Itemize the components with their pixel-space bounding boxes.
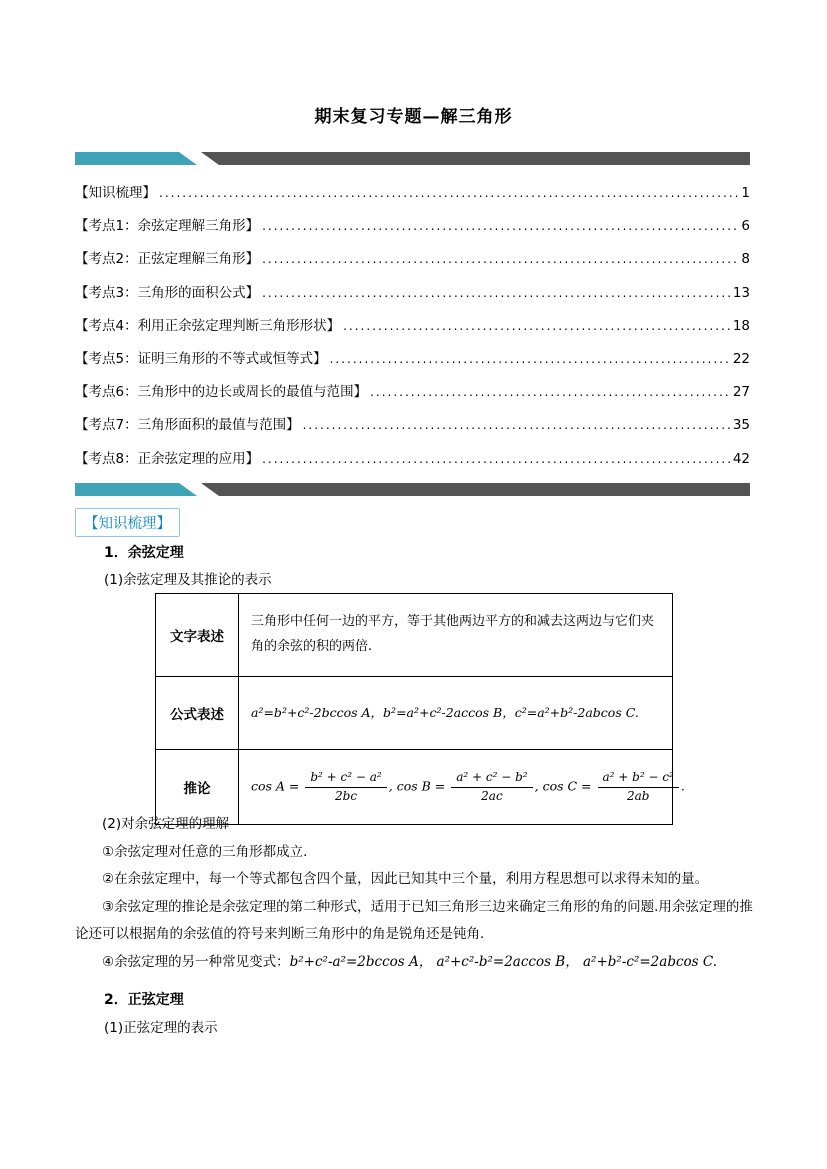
toc-page-number: 6 bbox=[741, 218, 750, 235]
toc-page-number: 42 bbox=[732, 450, 750, 467]
toc-dot-leader bbox=[330, 352, 730, 366]
understanding-heading: (2)对余弦定理的理解 bbox=[102, 816, 230, 832]
toc-entry[interactable] bbox=[75, 214, 750, 247]
toc-entry-label: 【考点6：三角形中的边长或周长的最值与范围】 bbox=[75, 384, 368, 401]
fraction bbox=[305, 770, 386, 804]
toc-page-number: 18 bbox=[732, 317, 750, 334]
subsection-cosine-rule-heading: 1．余弦定理 bbox=[104, 545, 184, 561]
table-row bbox=[156, 594, 673, 677]
toc-dot-leader bbox=[370, 385, 730, 399]
toc-dot-leader bbox=[303, 418, 730, 432]
table-of-contents bbox=[75, 181, 750, 480]
understanding-point-4 bbox=[75, 949, 754, 977]
toc-entry-label: 【考点8：正余弦定理的应用】 bbox=[75, 450, 260, 467]
toc-entry[interactable] bbox=[75, 314, 750, 347]
corollary-prefix: cos B = bbox=[396, 778, 446, 794]
toc-page-number: 27 bbox=[732, 384, 750, 401]
table-header-text-statement: 文字表述 bbox=[156, 594, 239, 677]
toc-entry[interactable] bbox=[75, 380, 750, 413]
toc-dot-leader bbox=[262, 219, 738, 233]
fraction-denominator: 2bc bbox=[335, 788, 358, 803]
table-cell-formula-statement: a²=b²+c²-2bccos A，b²=a²+c²-2accos B，c²=a²+b²-2abcos C. bbox=[239, 677, 673, 750]
toc-entry[interactable] bbox=[75, 181, 750, 214]
toc-entry-label: 【考点4：利用正余弦定理判断三角形形状】 bbox=[75, 317, 341, 334]
fraction-denominator: 2ab bbox=[626, 788, 650, 803]
toc-dot-leader bbox=[262, 286, 730, 300]
toc-page-number: 1 bbox=[741, 185, 750, 201]
separator: , bbox=[388, 778, 393, 794]
toc-entry[interactable] bbox=[75, 247, 750, 280]
toc-entry-label: 【考点7：三角形面积的最值与范围】 bbox=[75, 417, 300, 434]
teal-accent-shape bbox=[75, 152, 197, 165]
toc-dot-leader bbox=[262, 252, 738, 266]
teal-accent-shape bbox=[75, 483, 197, 496]
fraction-numerator: a² + b² − c² bbox=[598, 770, 679, 788]
understanding-point-2: ②在余弦定理中，每一个等式都包含四个量，因此已知其中三个量，利用方程思想可以求得未知的量。 bbox=[102, 871, 709, 887]
fraction-denominator: 2ac bbox=[481, 788, 503, 803]
table-header-corollary: 推论 bbox=[156, 750, 239, 825]
fraction bbox=[598, 770, 679, 804]
page-title: 期末复习专题—解三角形 bbox=[314, 107, 513, 127]
toc-entry[interactable] bbox=[75, 447, 750, 480]
toc-entry-label: 【考点3：三角形的面积公式】 bbox=[75, 284, 260, 301]
toc-dot-leader bbox=[159, 186, 738, 200]
toc-entry[interactable] bbox=[75, 413, 750, 446]
toc-entry[interactable] bbox=[75, 281, 750, 314]
toc-page-number: 22 bbox=[732, 350, 750, 367]
toc-entry[interactable] bbox=[75, 347, 750, 380]
toc-dot-leader bbox=[262, 452, 730, 466]
fraction-numerator: a² + c² − b² bbox=[451, 770, 532, 788]
toc-entry-label: 【考点5：证明三角形的不等式或恒等式】 bbox=[75, 350, 327, 367]
table-row bbox=[156, 677, 673, 750]
toc-page-number: 8 bbox=[741, 251, 750, 268]
point-4-formula: b²+c²-a²=2bccos A， a²+c²-b²=2accos B， a²+b²-c²=2abcos C. bbox=[289, 953, 718, 970]
understanding-point-1: ①余弦定理对任意的三角形都成立. bbox=[102, 843, 308, 860]
understanding-section bbox=[75, 811, 754, 976]
toc-entry-label: 【考点2：正弦定理解三角形】 bbox=[75, 251, 260, 268]
fraction bbox=[451, 770, 532, 804]
sine-representation-label: (1)正弦定理的表示 bbox=[104, 1020, 218, 1036]
corollary-prefix: cos C = bbox=[542, 778, 592, 794]
table-header-formula-statement: 公式表述 bbox=[156, 677, 239, 750]
toc-entry-label: 【考点1：余弦定理解三角形】 bbox=[75, 218, 260, 235]
understanding-point-3: ③余弦定理的推论是余弦定理的第二种形式，适用于已知三角形三边来确定三角形的角的问题.用余弦定理的推论还可以根据角的余弦值的符号来判断三角形中的角是锐角还是钝角. bbox=[75, 898, 753, 942]
toc-entry-label: 【知识梳理】 bbox=[75, 185, 156, 201]
toc-page-number: 35 bbox=[732, 417, 750, 434]
decorative-divider-top bbox=[75, 152, 750, 165]
separator: , bbox=[534, 778, 539, 794]
toc-page-number: 13 bbox=[732, 284, 750, 301]
section-heading-knowledge: 【知识梳理】 bbox=[75, 508, 180, 537]
decorative-divider-bottom bbox=[75, 483, 750, 496]
gray-bar-shape bbox=[201, 152, 750, 165]
corollary-prefix: cos A = bbox=[251, 778, 300, 794]
fraction-numerator: b² + c² − a² bbox=[305, 770, 386, 788]
point-4-prefix: ④余弦定理的另一种常见变式： bbox=[102, 953, 290, 970]
gray-bar-shape bbox=[201, 483, 750, 496]
cosine-representation-label: (1)余弦定理及其推论的表示 bbox=[104, 572, 272, 588]
cosine-rule-table bbox=[155, 593, 685, 825]
separator: . bbox=[680, 778, 685, 794]
subsection-sine-rule-heading: 2．正弦定理 bbox=[104, 992, 184, 1008]
table-cell-text-statement: 三角形中任何一边的平方，等于其他两边平方的和减去这两边与它们夹角的余弦的积的两倍. bbox=[239, 594, 673, 677]
toc-dot-leader bbox=[343, 319, 730, 333]
